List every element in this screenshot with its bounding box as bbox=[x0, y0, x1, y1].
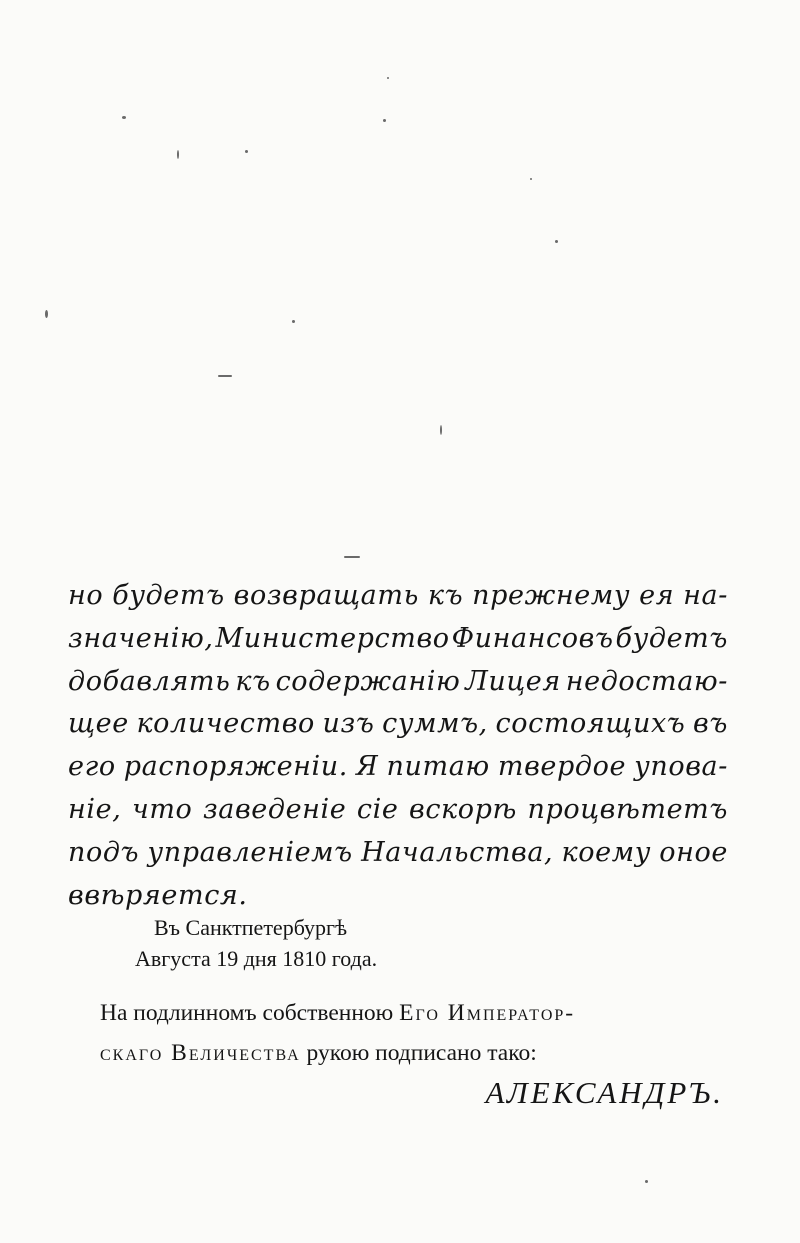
signed-note-line-1 bbox=[100, 993, 720, 1033]
scan-speck bbox=[440, 425, 442, 435]
decree-text bbox=[68, 575, 728, 917]
date-line: Августа 19 дня 1810 года. bbox=[135, 946, 378, 971]
signed-note-prefix: На подлинномъ собственною bbox=[100, 1000, 394, 1026]
scan-speck bbox=[344, 556, 360, 558]
scan-speck bbox=[177, 150, 179, 159]
decree-line: добавлять къ содержанію Лицея недостаю- bbox=[68, 665, 728, 697]
decree-line: щее количество изъ суммъ, состоящихъ въ bbox=[68, 708, 728, 740]
scan-speck bbox=[645, 1180, 648, 1183]
scan-speck bbox=[122, 116, 126, 119]
scan-speck bbox=[45, 310, 48, 318]
scan-speck bbox=[555, 240, 558, 243]
scan-speck bbox=[383, 119, 386, 122]
decree-line: ніе, что заведеніе сіе вскорѣ процвѣтетъ bbox=[68, 793, 728, 825]
decree-line: ввѣряется. bbox=[68, 879, 248, 911]
scan-speck bbox=[245, 150, 248, 153]
decree-line: его распоряженіи. Я питаю твердое упова- bbox=[68, 751, 728, 783]
signed-note-majesty-cont: скаго Величества bbox=[100, 1040, 301, 1066]
place-line: Въ Санктпетербургѣ bbox=[154, 915, 348, 940]
signed-note-line-2 bbox=[100, 1033, 720, 1073]
scan-speck bbox=[387, 77, 389, 79]
scan-speck bbox=[292, 320, 295, 323]
place-date bbox=[130, 912, 377, 974]
decree-line: значенію, Министерство Финансовъ будетъ bbox=[68, 622, 728, 654]
signed-note bbox=[100, 993, 720, 1073]
signed-note-majesty: Его Император- bbox=[399, 1000, 576, 1026]
decree-line: но будетъ возвращать къ прежнему ея на- bbox=[68, 580, 728, 611]
scan-speck bbox=[218, 375, 232, 377]
signature: АЛЕКСАНДРЪ. bbox=[485, 1075, 724, 1110]
decree-line: подъ управленіемъ Начальства, коему оное bbox=[68, 836, 728, 868]
scan-speck bbox=[530, 178, 532, 180]
signed-note-suffix: рукою подписано тако: bbox=[306, 1040, 537, 1066]
